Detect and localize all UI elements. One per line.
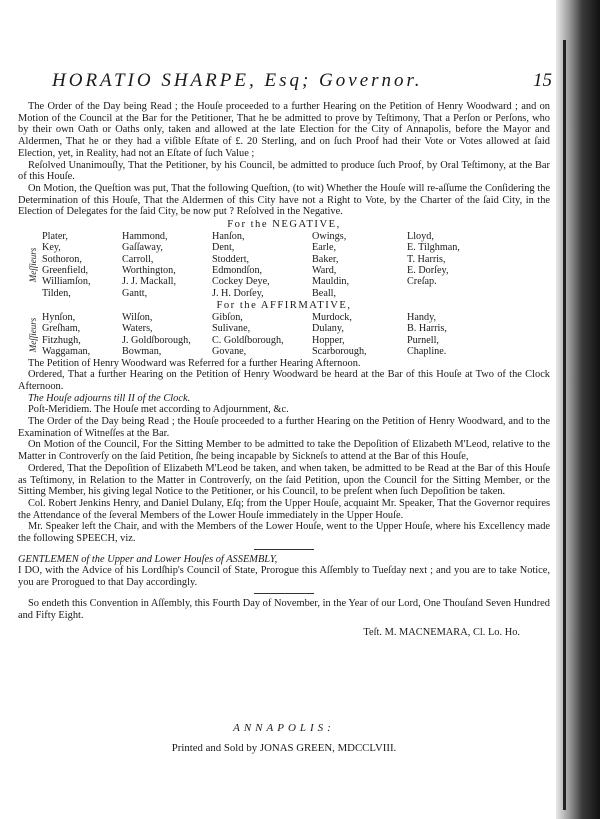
member-name: Dent, (212, 242, 235, 254)
affirmative-name-grid (42, 312, 502, 358)
paragraph: On Motion of the Council, For the Sitting Member to be admitted to take the Depoſition of Elizabeth M'Leod, relative to the Matter in Controverſy on the ſaid Petition, ſhe being incapable by Sickneſs to attend at the Bar of this Houſe, (18, 439, 550, 463)
member-name: B. Harris, (407, 323, 447, 335)
member-name: Hynſon, (42, 311, 76, 323)
member-name: Plater, (42, 230, 68, 242)
divider (254, 593, 314, 594)
member-name: Carroll, (122, 253, 154, 265)
paragraph: The Order of the Day being Read ; the Houſe proceeded to a further Hearing on the Petition of Henry Woodward, and to the Examination of Witneſſes at the Bar. (18, 416, 550, 439)
member-name: C. Goldſborough, (212, 334, 284, 346)
speech-text: I DO, with the Advice of his Lordſhip's Council of State, Prorogue this Aſſembly to Tueſday next ; and you are to take Notice, you are Prorogued to that Day accordingly. (18, 565, 550, 589)
member-name: Baker, (312, 253, 339, 265)
paragraph: Ordered, That a further Hearing on the Petition of Henry Woodward be heard at the Bar of this Houſe at Two of the Clock Afternoon. (18, 369, 550, 392)
member-name: Chapline. (407, 346, 447, 358)
member-name: Hopper, (312, 334, 345, 346)
member-name: Waggaman, (42, 346, 91, 358)
member-name: Hammond, (122, 230, 168, 242)
member-name: Hanſon, (212, 230, 245, 242)
member-name: Cockey Deye, (212, 276, 270, 288)
paragraph: Col. Robert Jenkins Henry, and Daniel Dulany, Eſq; from the Upper Houſe, acquaint Mr. Speaker, That the Governor requires the Attendance of the ſeveral Members of the Lower Houſe immediately in the Upper Houſe. (18, 497, 550, 521)
document-body (18, 101, 550, 639)
imprint-town: ANNAPOLIS: (233, 722, 335, 734)
divider (254, 549, 314, 550)
member-name: Earle, (312, 242, 337, 254)
member-name: Key, (42, 242, 61, 254)
member-name: T. Harris, (407, 253, 446, 265)
member-name: Creſap. (407, 276, 437, 288)
paragraph: Reſolved Unanimouſly, That the Petitioner, by his Council, be admitted to produce ſuch Proof, by Oral Teſtimony, at the Bar of this Houſe. (18, 159, 550, 183)
member-name: Sothoron, (42, 253, 82, 265)
member-name: Stoddert, (212, 253, 250, 265)
member-name: Tilden, (42, 287, 71, 299)
member-name: Gibſon, (212, 311, 243, 323)
page-edge (563, 40, 566, 810)
member-name: E. Dorſey, (407, 264, 449, 276)
member-name: Gantt, (122, 287, 148, 299)
member-name: Greſham, (42, 323, 81, 335)
paragraph: The Petition of Henry Woodward was Referred for a further Hearing Afternoon. (28, 357, 361, 369)
affirmative-votes (26, 312, 550, 358)
speech-address: GENTLEMEN of the Upper and Lower Houſes of ASSEMBLY, (18, 553, 278, 565)
member-name: Edmondſon, (212, 264, 263, 276)
negative-name-grid (42, 231, 502, 299)
member-name: Govane, (212, 346, 247, 358)
affirmative-label: Meſſieurs (28, 317, 38, 352)
member-name: E. Tilghman, (407, 242, 460, 254)
member-name: Ward, (312, 264, 337, 276)
member-name: Scarborough, (312, 346, 367, 358)
member-name: Worthington, (122, 264, 176, 276)
member-name: Greenfield, (42, 264, 89, 276)
member-name: Sulivane, (212, 323, 251, 335)
member-name: Lloyd, (407, 230, 434, 242)
paragraph: The Houſe adjourns till II of the Clock. (28, 392, 191, 404)
member-name: Owings, (312, 230, 347, 242)
member-name: Dulany, (312, 323, 344, 335)
header-title: HORATIO SHARPE, Esq; Governor. (52, 70, 423, 91)
member-name: J. H. Dorſey, (212, 287, 264, 299)
closing-paragraph: So endeth this Convention in Aſſembly, this Fourth Day of November, in the Year of our Lord, One Thouſand Seven Hundred and Fifty Eight. (18, 597, 550, 621)
imprint-footer (18, 722, 550, 754)
paragraph: On Motion, the Queſtion was put, That the following Queſtion, (to wit) Whether the Houſe will re-aſſume the Conſidering the Determination of this Houſe, That the Aldermen of this City have not a Right to Vote, by the Charter of the ſaid City, in the Election of Delegates for the ſaid City, be now put ? Reſolved in the Negative. (18, 182, 550, 218)
member-name: Waters, (122, 323, 153, 335)
page-number: 15 (533, 70, 552, 91)
running-header (52, 70, 552, 100)
member-name: Williamſon, (42, 276, 91, 288)
member-name (407, 288, 502, 299)
negative-heading: For the NEGATIVE, (227, 219, 341, 231)
member-name: J. Goldſborough, (122, 334, 191, 346)
member-name: Gaſſaway, (122, 242, 163, 254)
member-name: Handy, (407, 311, 437, 323)
member-name: Wilſon, (122, 311, 153, 323)
paragraph: Poſt-Meridiem. The Houſe met according to Adjournment, &c. (28, 404, 289, 416)
member-name: Beall, (312, 287, 337, 299)
imprint-line: Printed and Sold by JONAS GREEN, MDCCLVIII. (171, 742, 397, 754)
member-name: Murdock, (312, 311, 352, 323)
affirmative-heading: For the AFFIRMATIVE, (216, 300, 352, 312)
member-name: J. J. Mackall, (122, 276, 177, 288)
member-name: Fitzhugh, (42, 334, 81, 346)
member-name: Bowman, (122, 346, 162, 358)
negative-label: Meſſieurs (28, 247, 38, 283)
signature: Teſt. M. MACNEMARA, Cl. Lo. Ho. (363, 627, 520, 639)
negative-votes (26, 231, 550, 299)
paragraph: Mr. Speaker left the Chair, and with the Members of the Lower Houſe, went to the Upper Houſe, where his Excellency made the following SPEECH, viz. (18, 521, 550, 545)
member-name: Mauldin, (312, 276, 350, 288)
member-name: Purnell, (407, 334, 439, 346)
paragraph: Ordered, That the Depoſition of Elizabeth M'Leod be taken, and when taken, be admitted to be Read at the Bar of this Houſe as Teſtimony, in Relation to the Matter in Controverſy, on the ſaid Petition, upon the Council for the Sitting Member, or the Sitting Member, his giving legal Notice to the Petitioner, or his Council, to be preſent when ſuch Depoſition be taken. (18, 462, 550, 498)
paragraph: The Order of the Day being Read ; the Houſe proceeded to a further Hearing on the Petition of Henry Woodward ; and on Motion of the Council at the Bar for the Petitioner, That he be admitted to prove by Teſtimony, That a Perſon or Perſons, who by their own Oath or Oaths only, taken and allowed at the late Election for the City of Annapolis, before the Mayor and Aldermen, That he or they had a viſible Eſtate of £. 20 Sterling, and on ſuch Proof had their Vote or Votes allowed at ſaid Election, yet, in Reality, had not an Eſtate of ſuch Value ; (18, 101, 550, 159)
